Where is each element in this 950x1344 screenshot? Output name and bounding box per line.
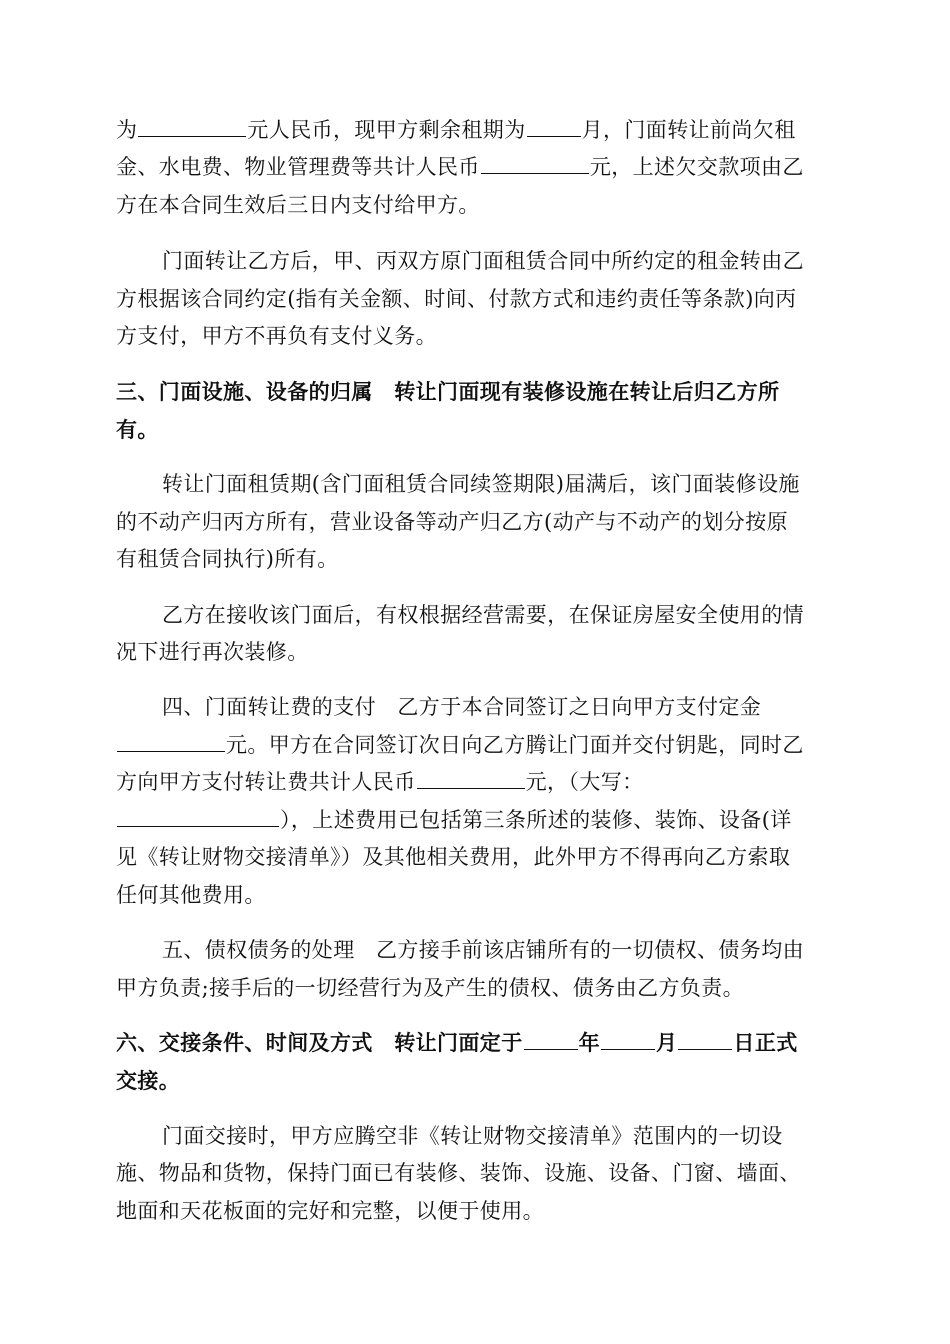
fill-in-blank[interactable] — [481, 153, 589, 174]
fill-in-blank[interactable] — [117, 806, 279, 827]
paragraph-line: 的不动产归丙方所有，营业设备等动产归乙方(动产与不动产的划分按原 — [116, 510, 788, 534]
fill-in-blank[interactable] — [678, 1029, 732, 1050]
paragraph-line: 任何其他费用。 — [116, 883, 266, 907]
fill-in-blank[interactable] — [527, 116, 581, 137]
paragraph-line: 地面和天花板面的完好和完整，以便于使用。 — [116, 1199, 544, 1223]
paragraph-line: 门面转让乙方后，甲、丙双方原门面租赁合同中所约定的租金转由乙 — [162, 249, 804, 273]
fill-in-blank[interactable] — [117, 731, 225, 752]
text-run: ），上述费用已包括第三条所述的装修、装饰、设备(详 — [280, 808, 792, 832]
section-heading: 交接。 — [116, 1068, 181, 1093]
text-run: 六、交接条件、时间及方式 转让门面定于 — [116, 1030, 523, 1055]
paragraph-line: 施、物品和货物，保持门面已有装修、装饰、设施、设备、门窗、墙面、 — [116, 1161, 801, 1185]
paragraph-line — [116, 766, 644, 798]
fill-in-blank[interactable] — [601, 1029, 655, 1050]
text-run: 元，上述欠交款项由乙 — [589, 155, 804, 179]
text-run: 年 — [578, 1030, 601, 1055]
paragraph-line: 有租赁合同执行)所有。 — [116, 547, 339, 571]
paragraph-line: 见《转让财物交接清单》）及其他相关费用，此外甲方不得再向乙方索取 — [116, 845, 791, 869]
fill-in-blank[interactable] — [524, 1029, 578, 1050]
paragraph-line: 况下进行再次装修。 — [116, 640, 309, 664]
paragraph-line: 甲方负责;接手后的一切经营行为及产生的债权、债务由乙方负责。 — [116, 976, 745, 1000]
paragraph-line: 门面交接时，甲方应腾空非《转让财物交接清单》范围内的一切设 — [162, 1124, 783, 1148]
paragraph-line: 方在本合同生效后三日内支付给甲方。 — [116, 193, 480, 217]
paragraph-line — [116, 804, 792, 836]
text-run: 方向甲方支付转让费共计人民币 — [116, 770, 416, 794]
paragraph-line: 五、债权债务的处理 乙方接手前该店铺所有的一切债权、债务均由 — [162, 938, 804, 962]
text-run: 元。甲方在合同签订次日向乙方腾让门面并交付钥匙，同时乙 — [226, 733, 804, 757]
text-run: 金、水电费、物业管理费等共计人民币 — [116, 155, 480, 179]
section-heading — [116, 1027, 798, 1059]
section-heading: 三、门面设施、设备的归属 转让门面现有装修设施在转让后归乙方所 — [116, 379, 780, 404]
paragraph-line — [116, 114, 796, 146]
paragraph-line — [116, 151, 804, 183]
section-heading: 有。 — [116, 417, 159, 442]
paragraph-line: 四、门面转让费的支付 乙方于本合同签订之日向甲方支付定金 — [162, 695, 762, 719]
text-run: 元，（大写： — [525, 770, 644, 794]
text-run: 日正式 — [733, 1030, 798, 1055]
fill-in-blank[interactable] — [417, 768, 525, 789]
paragraph-line: 方支付，甲方不再负有支付义务。 — [116, 324, 437, 348]
text-run: 月，门面转让前尚欠租 — [581, 118, 796, 142]
text-run: 为 — [116, 118, 138, 142]
paragraph-line — [116, 729, 804, 761]
fill-in-blank[interactable] — [138, 116, 246, 137]
text-run: 元人民币，现甲方剩余租期为 — [247, 118, 526, 142]
paragraph-line: 方根据该合同约定(指有关金额、时间、付款方式和违约责任等条款)向丙 — [116, 287, 797, 311]
text-run: 月 — [656, 1030, 678, 1055]
paragraph-line: 乙方在接收该门面后，有权根据经营需要，在保证房屋安全使用的情 — [162, 603, 804, 627]
paragraph-line: 转让门面租赁期(含门面租赁合同续签期限)届满后，该门面装修设施 — [162, 472, 800, 496]
